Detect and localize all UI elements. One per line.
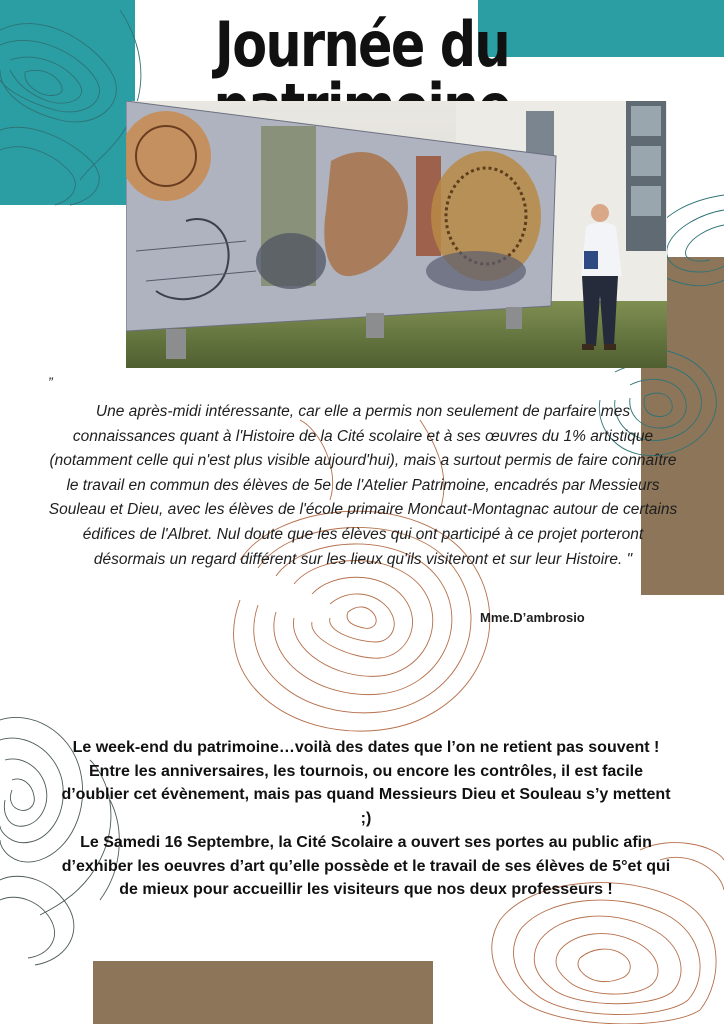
quote-author: Mme.D’ambrosio — [480, 610, 585, 625]
mural-photo-illustration — [126, 101, 667, 368]
page-title: Journée du — [214, 8, 510, 81]
brown-block-bottom — [93, 961, 433, 1024]
mural-photo — [126, 101, 667, 368]
article-body — [56, 736, 676, 902]
article-paragraph-1: Le week-end du patrimoine…voilà des dates que l’on ne retient pas souvent ! Entre les anniversaires, les tournois, ou encore les contrôles, il est facile d’oublier cet évènement, mais pas quand Messieurs Dieu et Souleau s’y mettent ;) — [61, 739, 671, 828]
testimonial-quote: Une après-midi intéressante, car elle a permis non seulement de parfaire mes connaissances quant à l'Histoire de la Cité scolaire et à ses œuvres du 1% artistique (notamment celle qui n'est plus visible aujourd'hui), mais a surtout permis de faire connaître le travail en commun des élèves de 5e de l'Atelier Patrimoine, encadrés par Messieurs Souleau et Dieu, avec les élèves de l'école primaire Moncaut-Montagnac autour de certains édifices de l'Albret. Nul doute que les élèves qui ont participé à ce projet porteront désormais un regard différent sur les lieux qu'ils visiteront et sur leur Histoire. " — [48, 403, 678, 568]
article-paragraph-2: Le Samedi 16 Septembre, la Cité Scolaire a ouvert ses portes au public afin d’exhiber les oeuvres d’art qu’elle possède et le travail de ses élèves de 5°et qui de mieux pour accueillir les visiteurs que nos deux professeurs ! — [61, 833, 671, 899]
quote-mark: ” — [48, 374, 53, 390]
